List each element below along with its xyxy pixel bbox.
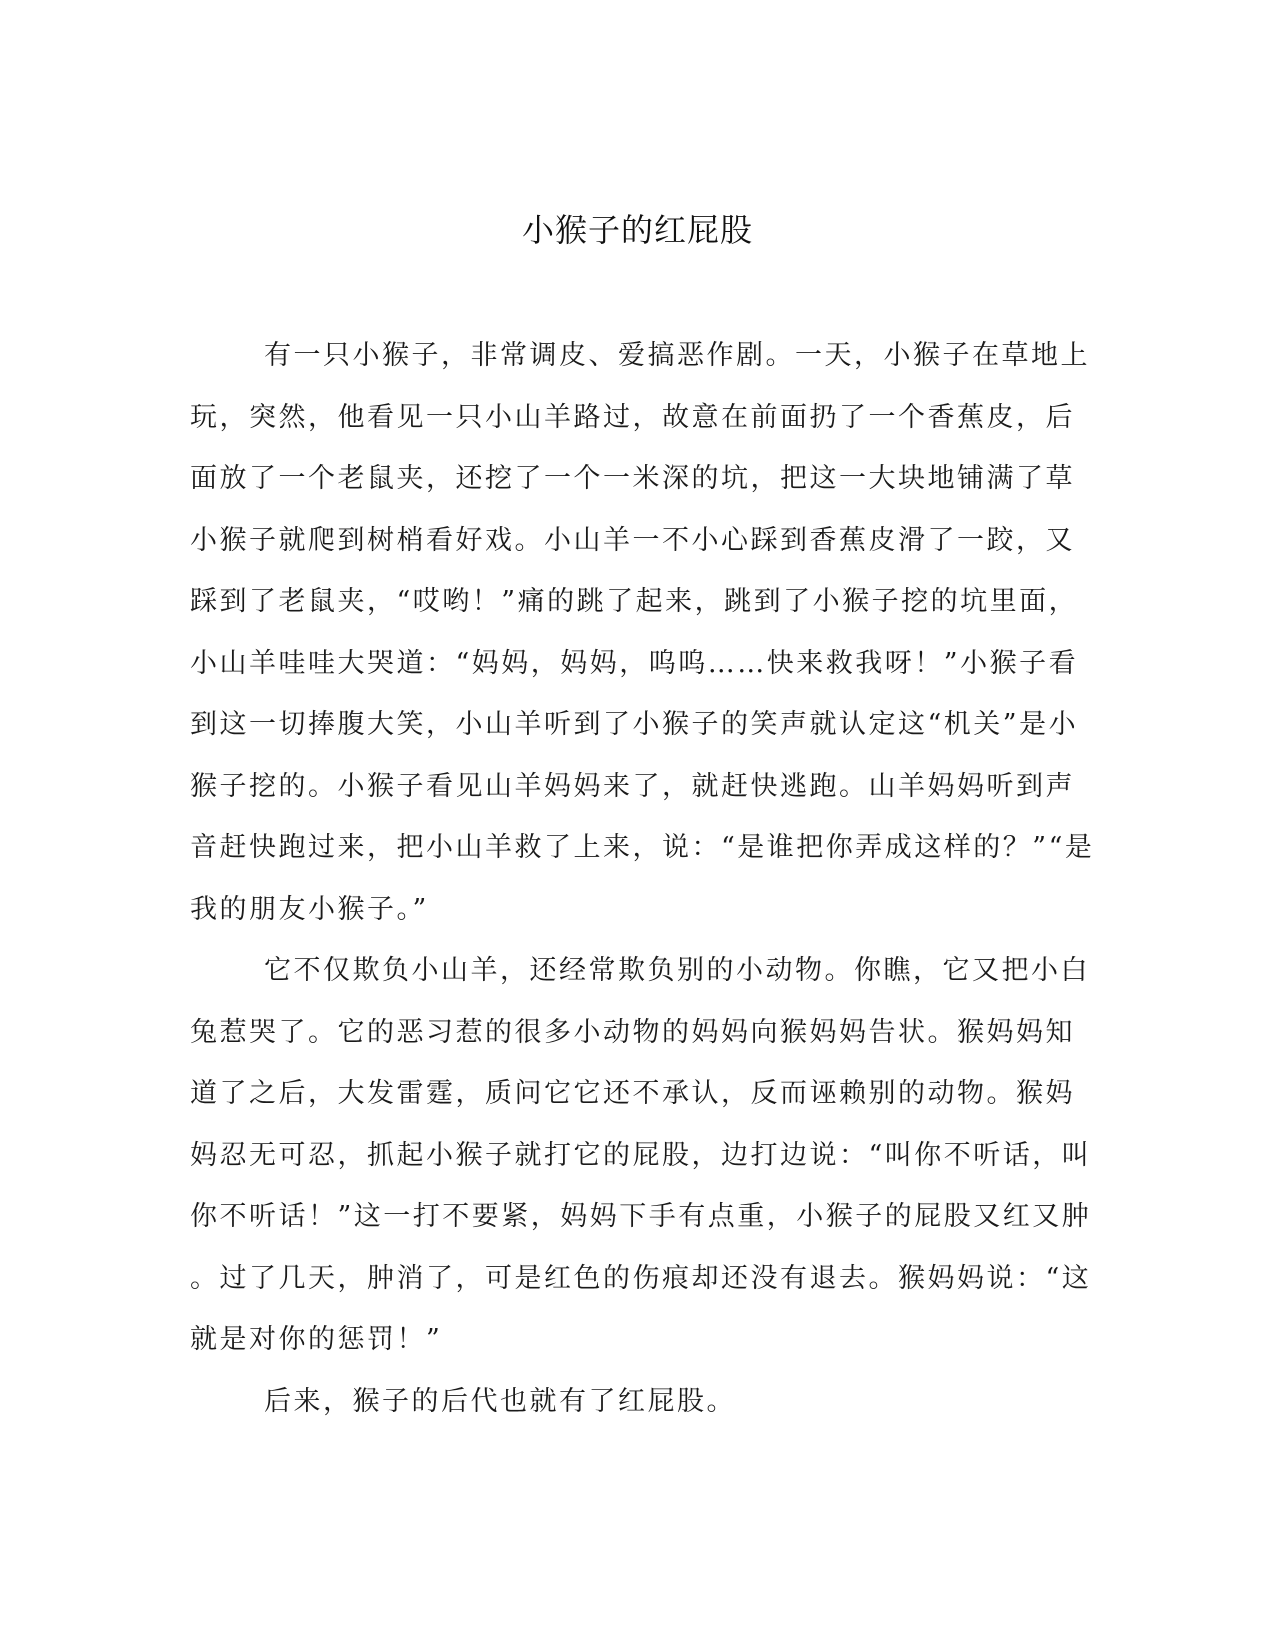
text-line: 。过了几天，肿消了，可是红色的伤痕却还没有退去。猴妈妈说：“这 [190, 1262, 1092, 1294]
text-line: 它不仅欺负小山羊，还经常欺负别的小动物。你瞧，它又把小白 [264, 955, 1090, 986]
text-line: 你不听话！”这一打不要紧，妈妈下手有点重，小猴子的屁股又红又肿 [190, 1201, 1092, 1232]
story-body [190, 325, 1095, 1432]
text-line: 音赶快跑过来，把小山羊救了上来，说：“是谁把你弄成这样的？”“是 [190, 832, 1095, 863]
text-line: 兔惹哭了。它的恶习惹的很多小动物的妈妈向猴妈妈告状。猴妈妈知 [190, 1016, 1075, 1048]
text-line: 踩到了老鼠夹，“哎哟！”痛的跳了起来，跳到了小猴子挖的坑里面， [190, 586, 1079, 617]
text-line: 到这一切捧腹大笑，小山羊听到了小猴子的笑声就认定这“机关”是小 [190, 709, 1079, 740]
text-line: 我的朋友小猴子。” [190, 893, 429, 925]
text-line: 有一只小猴子，非常调皮、爱搞恶作剧。一天，小猴子在草地上 [264, 340, 1090, 371]
text-line: 猴子挖的。小猴子看见山羊妈妈来了，就赶快逃跑。山羊妈妈听到声 [190, 770, 1075, 802]
text-line: 小猴子就爬到树梢看好戏。小山羊一不小心踩到香蕉皮滑了一跤，又 [190, 524, 1075, 556]
document-title: 小猴子的红屁股 [521, 211, 753, 249]
text-line: 小山羊哇哇大哭道：“妈妈，妈妈，呜呜……快来救我呀！”小猴子看 [190, 647, 1079, 679]
text-line: 后来，猴子的后代也就有了红屁股。 [264, 1385, 736, 1417]
text-line: 玩，突然，他看见一只小山羊路过，故意在前面扔了一个香蕉皮，后 [190, 401, 1075, 433]
text-line: 面放了一个老鼠夹，还挖了一个一米深的坑，把这一大块地铺满了草 [190, 463, 1075, 494]
text-line: 就是对你的惩罚！” [190, 1324, 443, 1355]
text-line: 道了之后，大发雷霆，质问它它还不承认，反而诬赖别的动物。猴妈 [190, 1078, 1075, 1109]
text-line: 妈忍无可忍，抓起小猴子就打它的屁股，边打边说：“叫你不听话，叫 [190, 1139, 1092, 1171]
